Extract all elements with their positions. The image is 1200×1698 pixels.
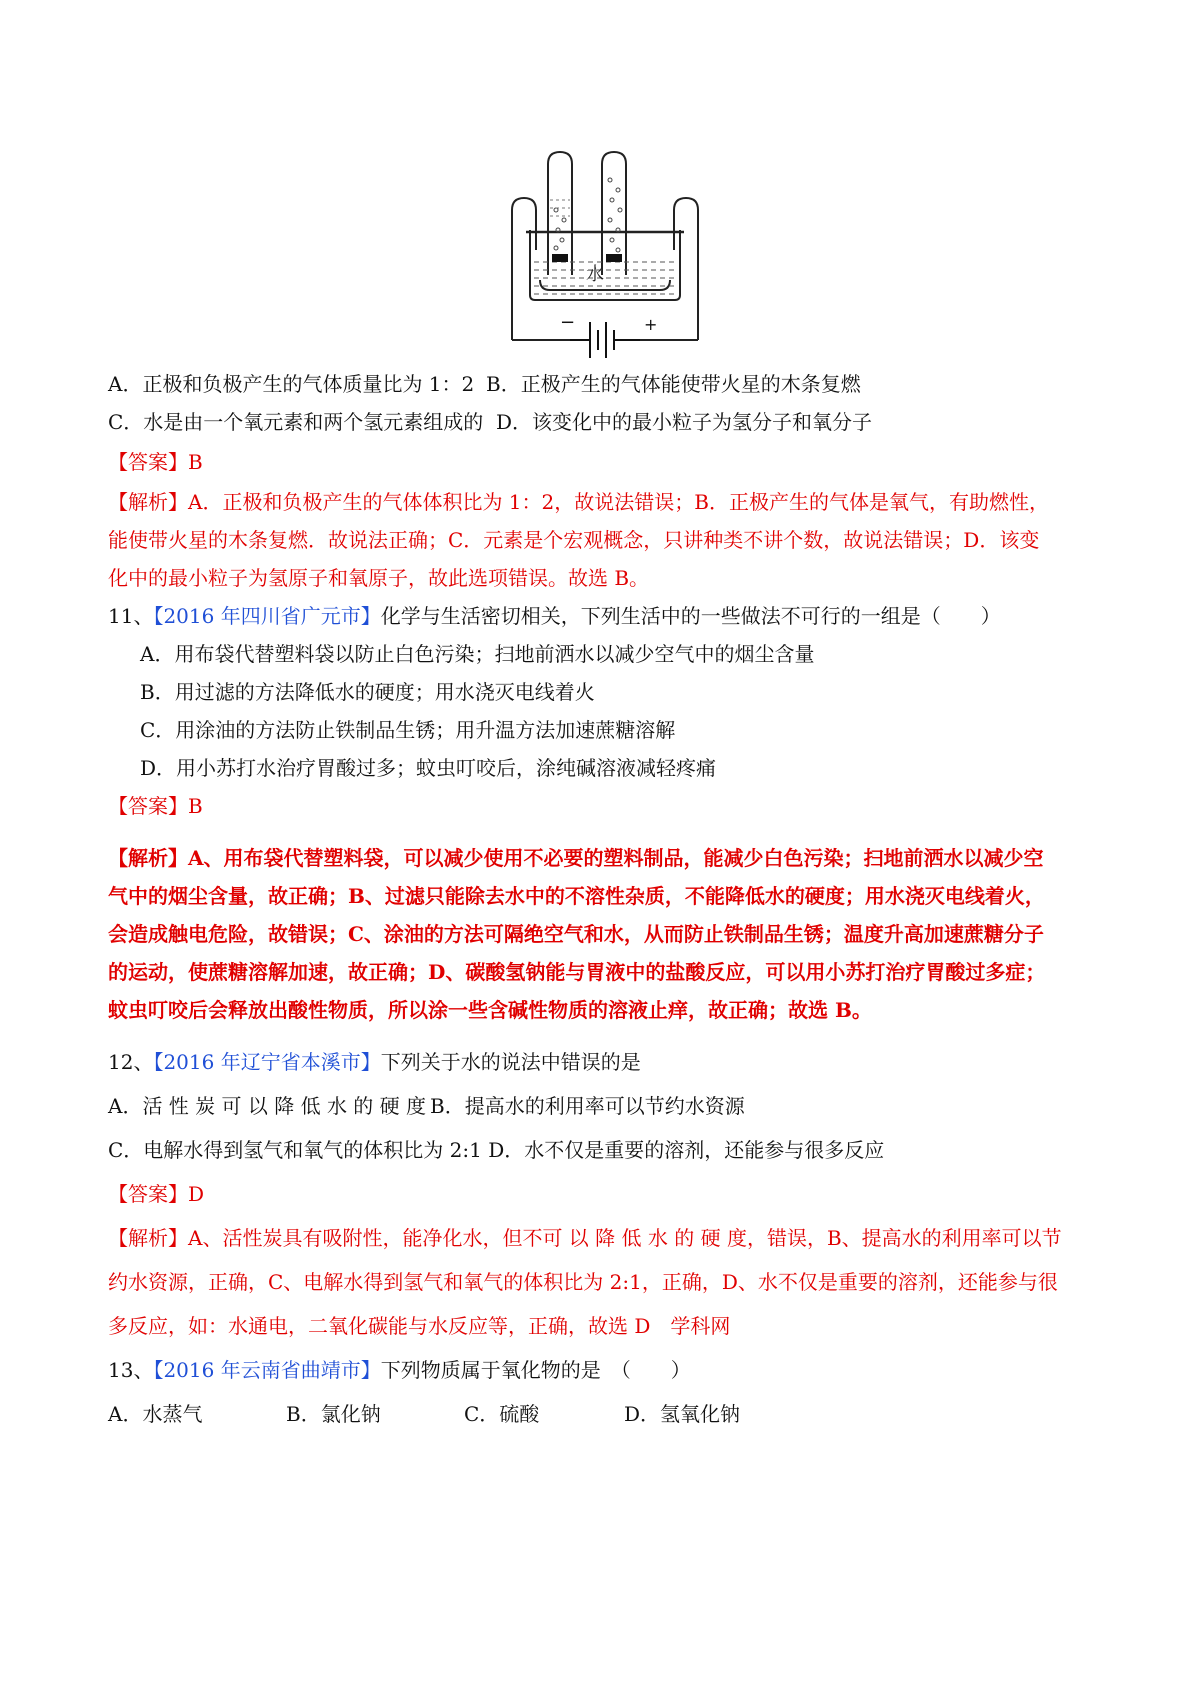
q11-number: 11、 <box>108 604 154 628</box>
q11-analysis-line-5: 蚊虫叮咬后会释放出酸性物质，所以涂一些含碱性物质的溶液止痒，故正确；故选 B。 <box>108 998 872 1022</box>
q13-option-d: D．氢氧化钠 <box>624 1402 741 1426</box>
right-electrode <box>606 254 622 262</box>
q11-analysis-line-3: 会造成触电危险，故错误；C、涂油的方法可隔绝空气和水，从而防止铁制品生锈；温度升高加速蔗糖分子 <box>108 922 1044 946</box>
q11-option-a: A．用布袋代替塑料袋以防止白色污染；扫地前洒水以减少空气中的烟尘含量 <box>140 642 815 666</box>
q11-analysis-line-1: 【解析】A、用布袋代替塑料袋，可以减少使用不必要的塑料制品，能减少白色污染；扫地前洒水以减少空 <box>108 846 1044 870</box>
q12-options-row-2: C．电解水得到氢气和氧气的体积比为 2:1 D．水不仅是重要的溶剂，还能参与很多反应 <box>108 1138 885 1162</box>
q11-option-b: B．用过滤的方法降低水的硬度；用水浇灭电线着火 <box>140 680 595 704</box>
q13-option-c: C．硫酸 <box>464 1402 540 1426</box>
q12-source: 【2016 年辽宁省本溪市】 <box>153 1050 381 1074</box>
q12-stem <box>108 1050 641 1074</box>
q11-option-d: D．用小苏打水治疗胃酸过多；蚊虫叮咬后，涂纯碱溶液减轻疼痛 <box>140 756 717 780</box>
q12-number: 12、 <box>108 1050 154 1074</box>
q13-option-a: A．水蒸气 <box>108 1402 203 1426</box>
q10-option-d: D．该变化中的最小粒子为氢分子和氧分子 <box>496 410 873 434</box>
q13-number: 13、 <box>108 1358 154 1382</box>
q10-options-row-2 <box>108 410 873 434</box>
q12-stem-text: 下列关于水的说法中错误的是 <box>380 1050 641 1074</box>
q13-stem <box>108 1358 691 1382</box>
q11-answer: 【答案】B <box>108 794 203 818</box>
q11-stem <box>108 604 1001 628</box>
plus-label: + <box>644 315 658 334</box>
q12-analysis-line-1: 【解析】A、活性炭具有吸附性，能净化水，但不可 以 降 低 水 的 硬 度，错误，B、提高水的利用率可以节 <box>108 1226 1062 1250</box>
q11-analysis-line-2: 气中的烟尘含量，故正确；B、过滤只能除去水中的不溶性杂质，不能降低水的硬度；用水浇灭电线着火， <box>108 884 1045 908</box>
q11-analysis-line-4: 的运动，使蔗糖溶解加速，故正确；D、碳酸氢钠能与胃液中的盐酸反应，可以用小苏打治疗胃酸过多症； <box>108 960 1046 984</box>
q13-options-row <box>108 1402 741 1426</box>
q10-options-row-1 <box>108 372 861 396</box>
minus-label: − <box>560 312 576 333</box>
q12-answer: 【答案】D <box>108 1182 205 1206</box>
q12-analysis-line-2: 约水资源，正确，C、电解水得到氢气和氧气的体积比为 2:1，正确，D、水不仅是重要的溶剂，还能参与很 <box>108 1270 1058 1294</box>
q10-analysis-line-1: 【解析】A．正极和负极产生的气体体积比为 1：2，故说法错误；B．正极产生的气体是氧气，有助燃性， <box>108 490 1049 514</box>
q12-option-a: A．活 性 炭 可 以 降 低 水 的 硬 度 <box>108 1094 427 1118</box>
q10-analysis-line-2: 能使带火星的木条复燃．故说法正确；C．元素是个宏观概念，只讲种类不讲个数，故说法错误；D．该变 <box>108 528 1040 552</box>
q12-analysis-line-3: 多反应，如：水通电，二氧化碳能与水反应等，正确，故选 D 学科网 <box>108 1314 731 1338</box>
wire-left <box>512 198 536 340</box>
q12-option-b: B．提高水的利用率可以节约水资源 <box>430 1094 745 1118</box>
electrolysis-apparatus-figure <box>510 150 700 390</box>
q10-analysis-line-3: 化中的最小粒子为氢原子和氧原子，故此选项错误。故选 B。 <box>108 566 650 590</box>
q13-source: 【2016 年云南省曲靖市】 <box>153 1358 381 1382</box>
q13-option-b: B．氯化钠 <box>286 1402 381 1426</box>
left-electrode <box>552 254 568 262</box>
water-label: 水 <box>586 264 604 285</box>
q10-option-c: C．水是由一个氧元素和两个氢元素组成的 <box>108 410 484 434</box>
q12-options-row-1 <box>108 1094 745 1118</box>
q11-source: 【2016 年四川省广元市】 <box>153 604 381 628</box>
q11-option-c: C．用涂油的方法防止铁制品生锈；用升温方法加速蔗糖溶解 <box>140 718 676 742</box>
q10-option-a: A．正极和负极产生的气体质量比为 1：2 <box>108 372 475 396</box>
q11-stem-text: 化学与生活密切相关，下列生活中的一些做法不可行的一组是（ ） <box>380 604 1001 628</box>
q10-answer: 【答案】B <box>108 450 203 474</box>
wire-right <box>674 198 698 340</box>
q10-option-b: B．正极产生的气体能使带火星的木条复燃 <box>486 372 861 396</box>
q13-stem-text: 下列物质属于氧化物的是 （ ） <box>380 1358 691 1382</box>
